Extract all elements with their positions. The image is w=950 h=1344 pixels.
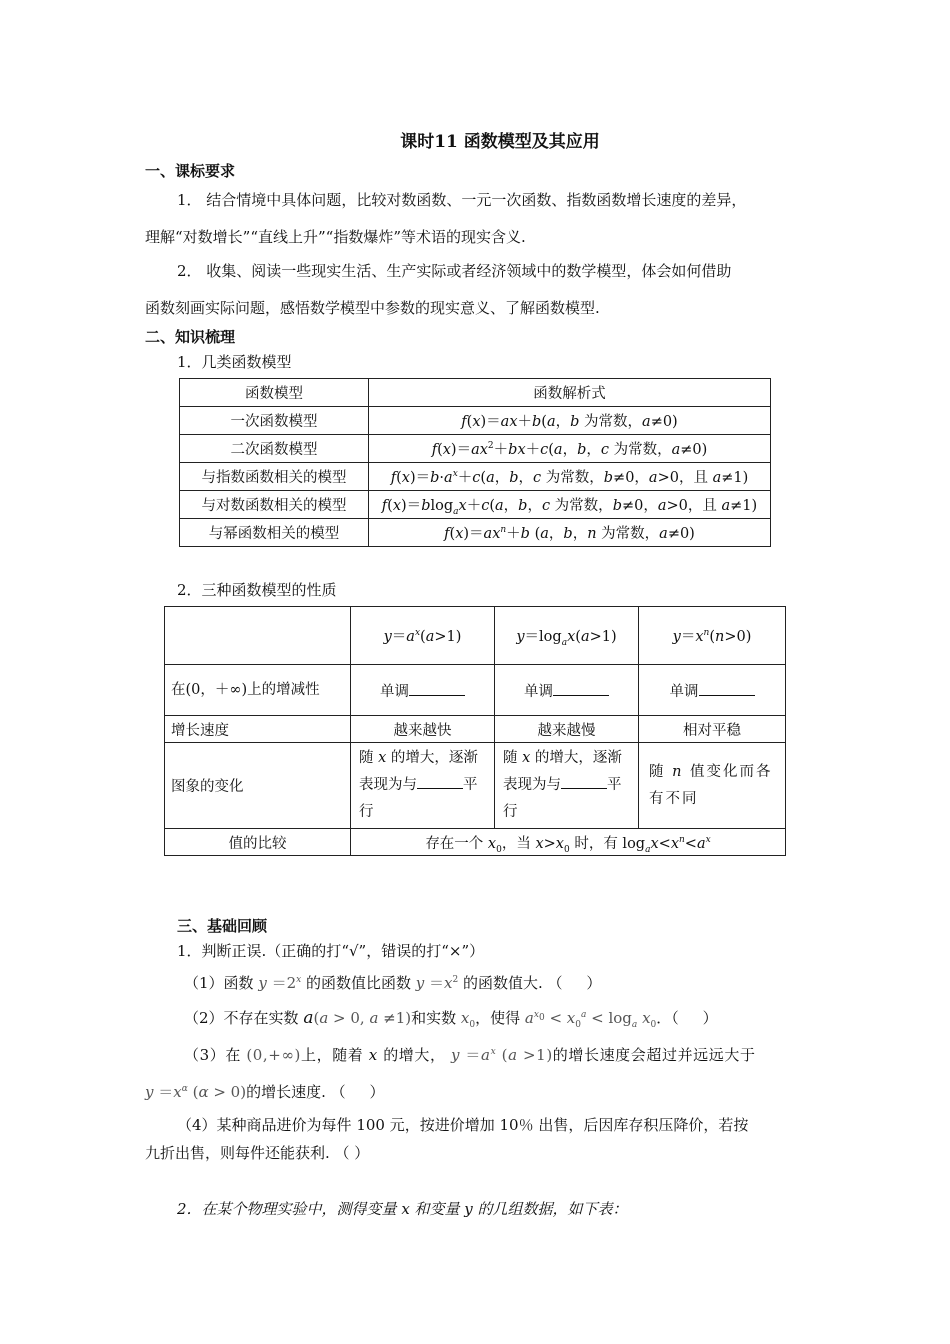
requirement-1-line2: 理解“对数增长”“直线上升”“指数爆炸”等术语的现实含义. <box>145 228 526 246</box>
table-row <box>165 716 786 743</box>
graph-cell: 随 n 值变化而各有不同 <box>639 743 786 829</box>
section-heading-3: 三、基础回顾 <box>177 917 268 935</box>
row-label-monotonicity: 在(0，＋∞)上的增减性 <box>165 665 351 716</box>
table-row <box>165 665 786 716</box>
col-header-exp: $y=a^x(a>1)$ <box>351 607 495 665</box>
graph-cell: 随 x 的增大，逐渐表现为与 平行 <box>495 743 639 829</box>
monotonic-cell: 单调 <box>495 665 639 716</box>
requirement-1-line1: 1． 结合情境中具体问题，比较对数函数、一元一次函数、指数函数增长速度的差异， <box>177 191 747 209</box>
model-name: 与幂函数相关的模型 <box>180 519 369 547</box>
empty-header <box>165 607 351 665</box>
model-name: 与指数函数相关的模型 <box>180 463 369 491</box>
model-formula: f(x)＝ax＋b(a，b 为常数，a≠0) <box>369 407 771 435</box>
compare-cell: 存在一个 $x_0$，当 $x>x_0$ 时，有 $\log_ax<x^n<a^x$ <box>351 829 786 856</box>
model-name: 二次函数模型 <box>180 435 369 463</box>
table-row <box>180 463 771 491</box>
function-models-table <box>179 378 771 547</box>
page-title: 课时11 函数模型及其应用 <box>400 132 600 152</box>
growth-cell: 越来越慢 <box>495 716 639 743</box>
row-label-graph: 图象的变化 <box>165 743 351 829</box>
question-1-4-line2: 九折出售，则每件还能获利. （ ） <box>145 1144 370 1162</box>
question-1-3-line2: $y =x^\alpha$ (α > 0)的增长速度. （ ） <box>145 1083 385 1101</box>
table-row <box>165 829 786 856</box>
growth-cell: 相对平稳 <box>639 716 786 743</box>
section-heading-1: 一、课标要求 <box>145 162 236 180</box>
graph-cell: 随 x 的增大，逐渐表现为与 平行 <box>351 743 495 829</box>
question-1-4-line1: （4）某种商品进价为每件 100 元，按进价增加 10％ 出售，后因库存积压降价，若按 <box>177 1116 749 1134</box>
table-row <box>180 435 771 463</box>
row-label-compare: 值的比较 <box>165 829 351 856</box>
col-header-log: $y=\log_ax(a>1)$ <box>495 607 639 665</box>
requirement-2-line2: 函数刻画实际问题，感悟数学模型中参数的现实意义、了解函数模型. <box>145 299 600 317</box>
model-name: 一次函数模型 <box>180 407 369 435</box>
table-row <box>180 491 771 519</box>
model-formula: f(x)＝blog$_a$x＋c(a，b，c 为常数，b≠0，a>0，且 a≠1) <box>369 491 771 519</box>
model-formula: $f(x)=b\cdot a^x+c(a$，b，c 为常数，b≠0，a>0，且 a≠1) <box>369 463 771 491</box>
question-1-2: （2）不存在实数 a(a > 0, a ≠1)和实数 $x_0$，使得 $a^{x_0} < x_0^a < \log_a x_0$．（ ） <box>184 1008 718 1030</box>
table-row <box>180 519 771 547</box>
monotonic-cell: 单调 <box>351 665 495 716</box>
monotonic-cell: 单调 <box>639 665 786 716</box>
section-heading-2: 二、知识梳理 <box>145 328 236 346</box>
table-row <box>180 407 771 435</box>
subheading-three-models: 2．三种函数模型的性质 <box>177 581 337 599</box>
model-properties-table <box>164 606 786 856</box>
question-1-stem: 1．判断正误.（正确的打“√”，错误的打“×”） <box>177 942 485 960</box>
growth-cell: 越来越快 <box>351 716 495 743</box>
subheading-function-models: 1．几类函数模型 <box>177 353 292 371</box>
table-row <box>165 743 786 829</box>
requirement-2-line1: 2． 收集、阅读一些现实生活、生产实际或者经济领域中的数学模型，体会如何借助 <box>177 262 732 280</box>
model-formula: $f(x)=ax^n+b$ (a，b，n 为常数，a≠0) <box>369 519 771 547</box>
table-header: 函数模型 <box>180 379 369 407</box>
model-name: 与对数函数相关的模型 <box>180 491 369 519</box>
col-header-power: $y=x^n(n>0)$ <box>639 607 786 665</box>
table-header: 函数解析式 <box>369 379 771 407</box>
question-1-1: （1）函数 $y =2^x$ 的函数值比函数 $y =x^2$ 的函数值大. （ ） <box>184 974 602 992</box>
model-formula: $f(x)=ax^2+bx+c(a$，b，c 为常数，a≠0) <box>369 435 771 463</box>
question-2-stem: 2．在某个物理实验中，测得变量 x 和变量 y 的几组数据，如下表： <box>177 1200 628 1218</box>
question-1-3-line1: （3）在 (0,+∞)上，随着 x 的增大， $y =a^x$ (a >1)的增长速度会超过并远远大于 <box>184 1046 756 1064</box>
row-label-growth: 增长速度 <box>165 716 351 743</box>
